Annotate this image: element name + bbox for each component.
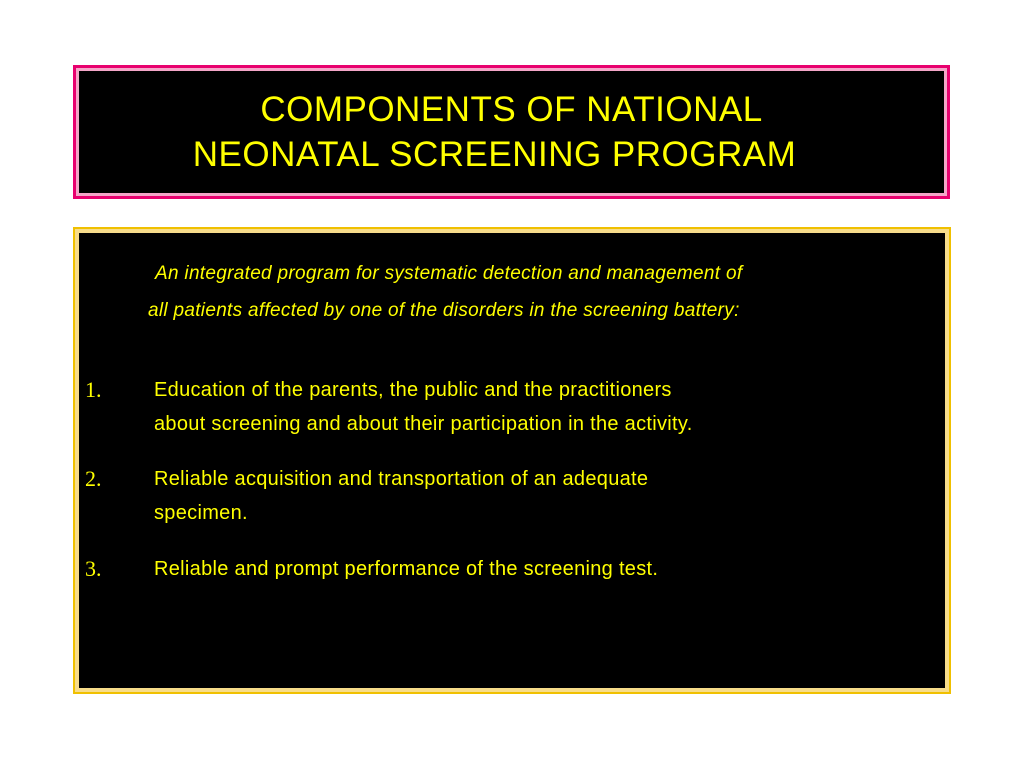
title-frame	[73, 65, 950, 199]
item-text-2	[154, 462, 924, 530]
item-number-1: 1.	[85, 377, 102, 402]
intro-line-1: An integrated program for systematic detection and management of	[155, 263, 743, 284]
body-frame	[73, 227, 951, 694]
title-line-1: COMPONENTS OF NATIONAL	[260, 90, 763, 129]
item-text-1	[154, 373, 924, 441]
item-1-line-2: about screening and about their participation in the activity.	[154, 413, 693, 435]
item-number-2: 2.	[85, 466, 102, 491]
title-panel	[79, 71, 944, 193]
intro-text	[148, 255, 955, 329]
item-3-line-1: Reliable and prompt performance of the screening test.	[154, 558, 659, 580]
item-text-3	[154, 552, 924, 586]
title-line-2: NEONATAL SCREENING PROGRAM	[192, 135, 797, 174]
item-number-3: 3.	[85, 556, 102, 581]
intro-line-2: all patients affected by one of the disorders in the screening battery:	[148, 300, 740, 321]
item-1-line-1: Education of the parents, the public and the practitioners	[154, 379, 672, 401]
item-2-line-1: Reliable acquisition and transportation of an adequate	[154, 468, 649, 490]
body-panel	[79, 233, 945, 688]
item-2-line-2: specimen.	[154, 502, 248, 524]
